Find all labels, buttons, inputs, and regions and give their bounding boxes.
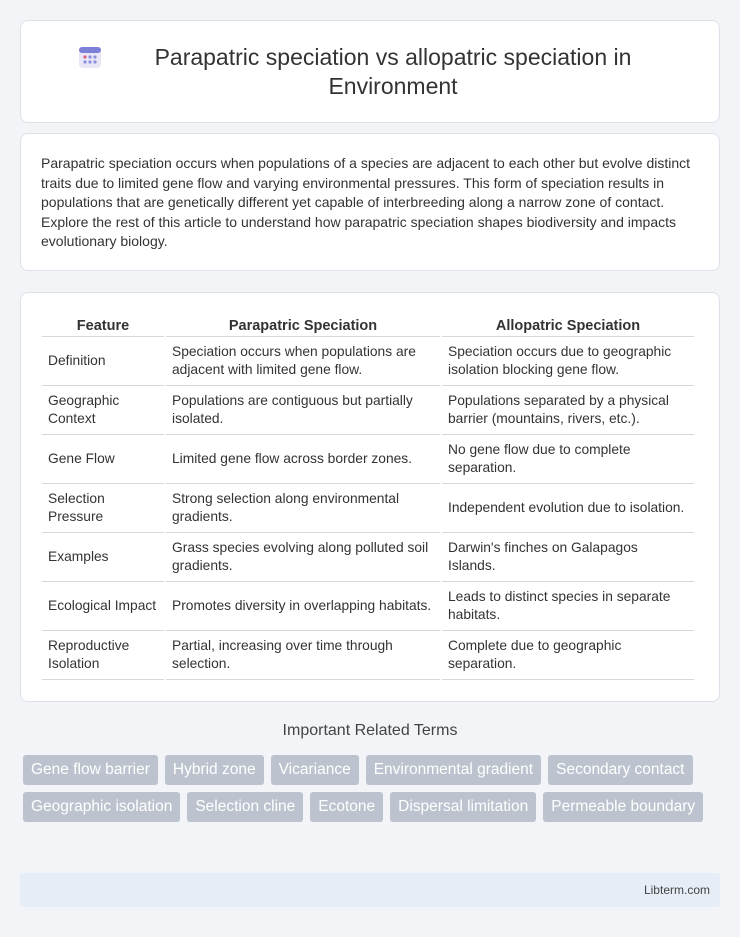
row-allopatric-cell: Independent evolution due to isolation. (442, 484, 694, 533)
table-row (42, 582, 694, 631)
related-term-tag[interactable]: Secondary contact (548, 755, 692, 785)
row-feature-cell: Reproductive Isolation (42, 631, 164, 680)
calendar-grid-icon (77, 44, 103, 70)
column-header-feature: Feature (42, 315, 164, 337)
related-term-tag[interactable]: Hybrid zone (165, 755, 264, 785)
row-allopatric-cell: Darwin's finches on Galapagos Islands. (442, 533, 694, 582)
table-row (42, 337, 694, 386)
related-term-tag[interactable]: Vicariance (271, 755, 359, 785)
comparison-table-card (20, 292, 720, 702)
related-term-tag[interactable]: Dispersal limitation (390, 792, 536, 822)
table-row (42, 386, 694, 435)
related-term-tag[interactable]: Ecotone (310, 792, 383, 822)
row-parapatric-cell: Partial, increasing over time through selection. (166, 631, 440, 680)
footer (20, 873, 720, 907)
row-parapatric-cell: Populations are contiguous but partially isolated. (166, 386, 440, 435)
comparison-table (40, 315, 696, 680)
table-row (42, 533, 694, 582)
row-feature-cell: Gene Flow (42, 435, 164, 484)
table-header-row (42, 315, 694, 337)
row-feature-cell: Geographic Context (42, 386, 164, 435)
row-allopatric-cell: Complete due to geographic separation. (442, 631, 694, 680)
title-card (20, 20, 720, 123)
row-feature-cell: Examples (42, 533, 164, 582)
row-allopatric-cell: No gene flow due to complete separation. (442, 435, 694, 484)
row-allopatric-cell: Speciation occurs due to geographic isolation blocking gene flow. (442, 337, 694, 386)
related-term-tag[interactable]: Gene flow barrier (23, 755, 158, 785)
table-row (42, 484, 694, 533)
column-header-allopatric: Allopatric Speciation (442, 315, 694, 337)
related-term-tag[interactable]: Geographic isolation (23, 792, 180, 822)
row-feature-cell: Definition (42, 337, 164, 386)
page-title: Parapatric speciation vs allopatric speciation in Environment (154, 43, 632, 99)
related-term-tag[interactable]: Environmental gradient (366, 755, 541, 785)
row-parapatric-cell: Promotes diversity in overlapping habitats. (166, 582, 440, 631)
row-feature-cell: Ecological Impact (42, 582, 164, 631)
row-feature-cell: Selection Pressure (42, 484, 164, 533)
row-parapatric-cell: Grass species evolving along polluted soil gradients. (166, 533, 440, 582)
related-term-tag[interactable]: Selection cline (187, 792, 303, 822)
row-parapatric-cell: Limited gene flow across border zones. (166, 435, 440, 484)
intro-card (20, 133, 720, 271)
related-term-tag[interactable]: Permeable boundary (543, 792, 703, 822)
table-row (42, 631, 694, 680)
intro-paragraph: Parapatric speciation occurs when populations of a species are adjacent to each other but evolve distinct traits due to limited gene flow and varying environmental pressures. This form of speciation results in populations that are genetically different yet capable of interbreeding along a narrow zone of contact. Explore the rest of this article to understand how parapatric speciation shapes biodiversity and impacts evolutionary biology. (41, 155, 691, 250)
related-terms-list (23, 755, 723, 822)
row-allopatric-cell: Populations separated by a physical barrier (mountains, rivers, etc.). (442, 386, 694, 435)
footer-site-link[interactable]: Libterm.com (643, 883, 710, 897)
column-header-parapatric: Parapatric Speciation (166, 315, 440, 337)
row-parapatric-cell: Speciation occurs when populations are adjacent with limited gene flow. (166, 337, 440, 386)
table-row (42, 435, 694, 484)
row-parapatric-cell: Strong selection along environmental gradients. (166, 484, 440, 533)
related-terms-heading: Important Related Terms (282, 722, 458, 739)
row-allopatric-cell: Leads to distinct species in separate habitats. (442, 582, 694, 631)
